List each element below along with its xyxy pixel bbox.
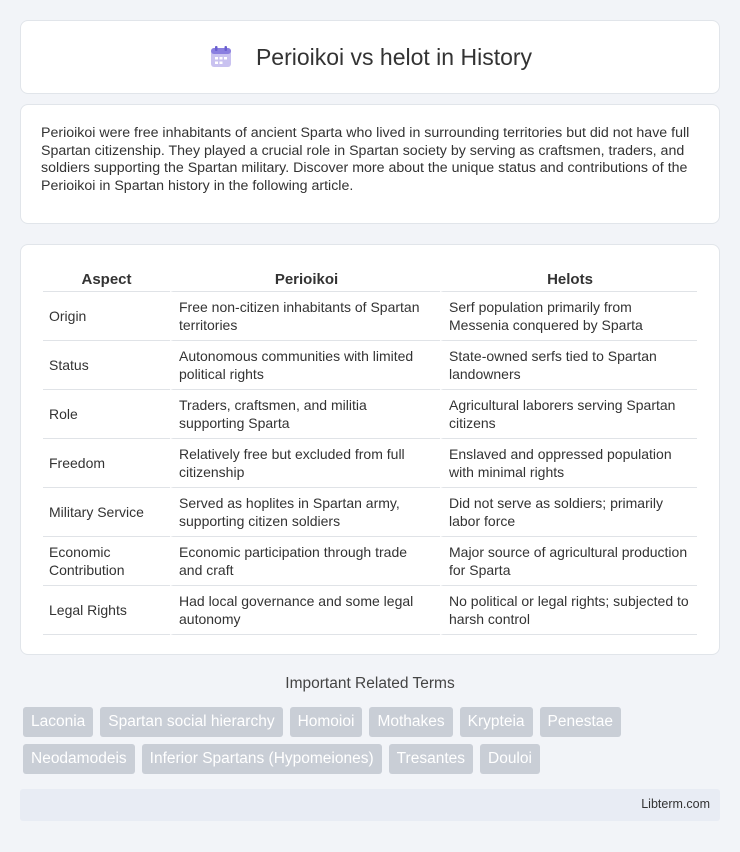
cell-perioikoi: Relatively free but excluded from full citizenship [170,439,440,488]
related-terms-title: Important Related Terms [285,675,455,692]
footer-site-link[interactable]: Libterm.com [641,797,710,811]
cell-aspect: Status [43,341,170,390]
table-header-row [43,265,697,292]
cell-helots: Major source of agricultural production for Sparta [440,537,697,586]
related-term-tag[interactable]: Mothakes [369,707,452,737]
comparison-table [43,265,697,635]
related-terms-list [23,707,723,774]
header-helots: Helots [440,265,697,292]
table-row [43,586,697,635]
page-title: Perioikoi vs helot in History [255,43,533,70]
cell-helots: Agricultural laborers serving Spartan citizens [440,390,697,439]
cell-perioikoi: Economic participation through trade and craft [170,537,440,586]
footer-bar [20,789,720,821]
table-row [43,292,697,341]
related-term-tag[interactable]: Inferior Spartans (Hypomeiones) [142,744,382,774]
cell-perioikoi: Autonomous communities with limited political rights [170,341,440,390]
cell-helots: State-owned serfs tied to Spartan landowners [440,341,697,390]
comparison-table-card [20,244,720,655]
table-row [43,390,697,439]
header-aspect: Aspect [43,265,170,292]
cell-perioikoi: Traders, craftsmen, and militia supporting Sparta [170,390,440,439]
table-row [43,488,697,537]
cell-aspect: Legal Rights [43,586,170,635]
table-row [43,341,697,390]
cell-aspect: Economic Contribution [43,537,170,586]
table-row [43,439,697,488]
table-row [43,537,697,586]
cell-helots: Enslaved and oppressed population with minimal rights [440,439,697,488]
intro-text: Perioikoi were free inhabitants of ancient Sparta who lived in surrounding territories but did not have full Spartan citizenship. They played a crucial role in Spartan society by serving as craftsmen, traders, and soldiers supporting the Spartan military. Discover more about the unique status and contributions of the Perioikoi in Spartan history in the following article. [41,125,690,194]
cell-helots: Serf population primarily from Messenia conquered by Sparta [440,292,697,341]
header-card [20,20,720,94]
related-term-tag[interactable]: Krypteia [460,707,533,737]
cell-perioikoi: Served as hoplites in Spartan army, supporting citizen soldiers [170,488,440,537]
calendar-icon [208,44,234,70]
cell-helots: Did not serve as soldiers; primarily labor force [440,488,697,537]
cell-aspect: Freedom [43,439,170,488]
cell-helots: No political or legal rights; subjected to harsh control [440,586,697,635]
header-perioikoi: Perioikoi [170,265,440,292]
cell-aspect: Origin [43,292,170,341]
intro-card [20,104,720,224]
related-term-tag[interactable]: Tresantes [389,744,473,774]
cell-aspect: Role [43,390,170,439]
related-term-tag[interactable]: Spartan social hierarchy [100,707,282,737]
cell-aspect: Military Service [43,488,170,537]
cell-perioikoi: Had local governance and some legal autonomy [170,586,440,635]
related-term-tag[interactable]: Neodamodeis [23,744,135,774]
related-term-tag[interactable]: Douloi [480,744,540,774]
related-term-tag[interactable]: Penestae [540,707,622,737]
cell-perioikoi: Free non-citizen inhabitants of Spartan territories [170,292,440,341]
related-term-tag[interactable]: Homoioi [290,707,363,737]
related-term-tag[interactable]: Laconia [23,707,93,737]
